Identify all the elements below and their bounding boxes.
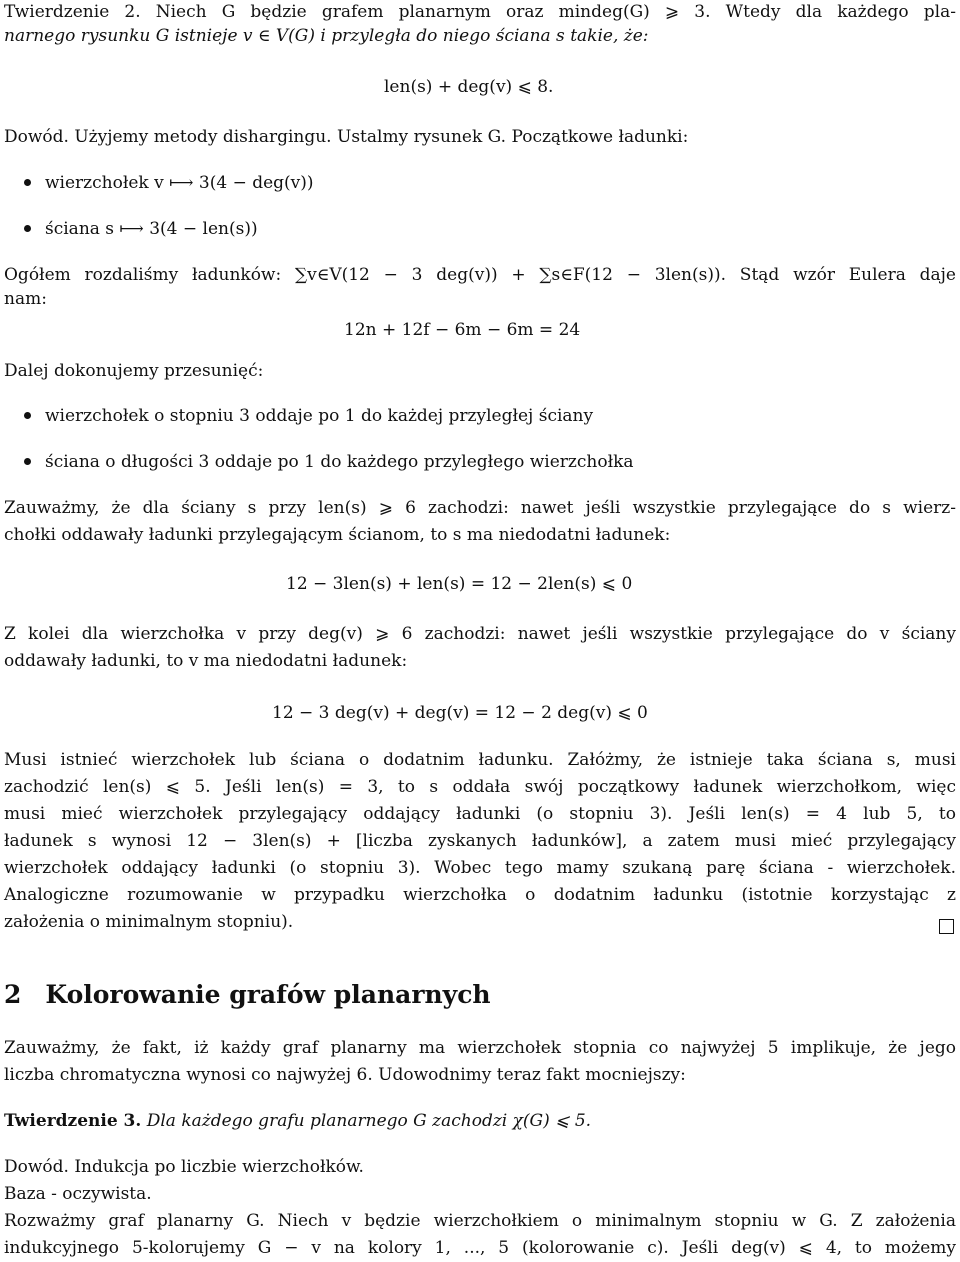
- bullet-icon: [24, 458, 31, 465]
- proof2-line: Rozważmy graf planarny G. Niech v będzie wierzchołkiem o minimalnym stopniu w G. Z założenia: [4, 1211, 956, 1231]
- final-line: wierzchołek oddający ładunki (o stopniu 3). Wobec tego mamy szukaną parę ściana - wierzchołek.: [4, 858, 956, 878]
- proof2-line: indukcyjnego 5-kolorujemy G − v na kolory 1, ..., 5 (kolorowanie c). Jeśli deg(v) ⩽ 4, to możemy: [4, 1238, 956, 1258]
- theorem3-label: Twierdzenie 3.: [4, 1111, 142, 1131]
- bullet-text: ściana o długości 3 oddaje po 1 do każdego przyległego wierzchołka: [45, 452, 634, 472]
- bullet-vertex-shift: [24, 404, 593, 428]
- section-heading: [4, 978, 491, 1012]
- final-line: ładunek s wynosi 12 − 3len(s) + [liczba zyskanych ładunków], a zatem musi mieć przylegający: [4, 831, 956, 851]
- euler-formula: 12n + 12f − 6m − 6m = 24: [344, 320, 581, 340]
- bullet-icon: [24, 179, 31, 186]
- vertex-case-line2: oddawały ładunki, to v ma niedodatni ładunek:: [4, 651, 408, 671]
- bullet-face-shift: [24, 450, 634, 474]
- final-line: Musi istnieć wierzchołek lub ściana o dodatnim ładunku. Załóżmy, że istnieje taka ściana s, musi: [4, 750, 956, 770]
- final-line: założenia o minimalnym stopniu).: [4, 912, 294, 932]
- final-line: Analogiczne rozumowanie w przypadku wierzchołka o dodatnim ładunku (istotnie korzystając z: [4, 885, 956, 905]
- vertex-case-line1: Z kolei dla wierzchołka v przy deg(v) ⩾ 6 zachodzi: nawet jeśli wszystkie przylegające do v ściany: [4, 624, 956, 644]
- theorem3-text: Dla każdego grafu planarnego G zachodzi χ(G) ⩽ 5.: [146, 1111, 592, 1131]
- face-case-line2: chołki oddawały ładunki przylegającym ścianom, to s ma niedodatni ładunek:: [4, 525, 671, 545]
- face-case-line1: Zauważmy, że dla ściany s przy len(s) ⩾ 6 zachodzi: nawet jeśli wszystkie przylegające do s wierz-: [4, 498, 956, 518]
- bullet-vertex-charge: [24, 171, 314, 195]
- theorem3: [4, 1109, 956, 1133]
- bullet-text: wierzchołek o stopniu 3 oddaje po 1 do każdej przyległej ściany: [45, 406, 594, 426]
- proof1-total-line2: nam:: [4, 289, 47, 309]
- proof1-intro: Dowód. Użyjemy metody dishargingu. Ustalmy rysunek G. Początkowe ładunki:: [4, 127, 689, 147]
- final-line: zachodzić len(s) ⩽ 5. Jeśli len(s) = 3, to s oddała swój początkowy ładunek wierzchołkom, więc: [4, 777, 956, 797]
- bullet-icon: [24, 412, 31, 419]
- section-intro-line2: liczba chromatyczna wynosi co najwyżej 6. Udowodnimy teraz fakt mocniejszy:: [4, 1065, 686, 1085]
- shifts-intro: Dalej dokonujemy przesunięć:: [4, 361, 264, 381]
- section-number: 2: [4, 980, 22, 1009]
- theorem2-formula: len(s) + deg(v) ⩽ 8.: [384, 77, 554, 97]
- proof2-line: Baza - oczywista.: [4, 1184, 152, 1204]
- proof2-line: Dowód. Indukcja po liczbie wierzchołków.: [4, 1157, 364, 1177]
- qed-square-icon: [939, 919, 954, 934]
- bullet-text: wierzchołek v ⟼ 3(4 − deg(v)): [45, 173, 314, 193]
- section-intro-line1: Zauważmy, że fakt, iż każdy graf planarny ma wierzchołek stopnia co najwyżej 5 implikuje, że jego: [4, 1038, 956, 1058]
- section-title: Kolorowanie grafów planarnych: [45, 980, 491, 1009]
- vertex-formula: 12 − 3 deg(v) + deg(v) = 12 − 2 deg(v) ⩽ 0: [272, 703, 648, 723]
- bullet-icon: [24, 225, 31, 232]
- bullet-text: ściana s ⟼ 3(4 − len(s)): [45, 219, 258, 239]
- theorem2-line2: narnego rysunku G istnieje v ∈ V(G) i przyległa do niego ściana s takie, że:: [4, 26, 649, 46]
- proof1-total-line1: Ogółem rozdaliśmy ładunków: ∑v∈V(12 − 3 deg(v)) + ∑s∈F(12 − 3len(s)). Stąd wzór Eulera daje: [4, 265, 956, 285]
- theorem2-line1: Twierdzenie 2. Niech G będzie grafem planarnym oraz mindeg(G) ⩾ 3. Wtedy dla każdego pla-: [4, 2, 956, 22]
- final-line: musi mieć wierzchołek przylegający oddający ładunki (o stopniu 3). Jeśli len(s) = 4 lub 5, to: [4, 804, 956, 824]
- bullet-face-charge: [24, 217, 258, 241]
- face-formula: 12 − 3len(s) + len(s) = 12 − 2len(s) ⩽ 0: [286, 574, 633, 594]
